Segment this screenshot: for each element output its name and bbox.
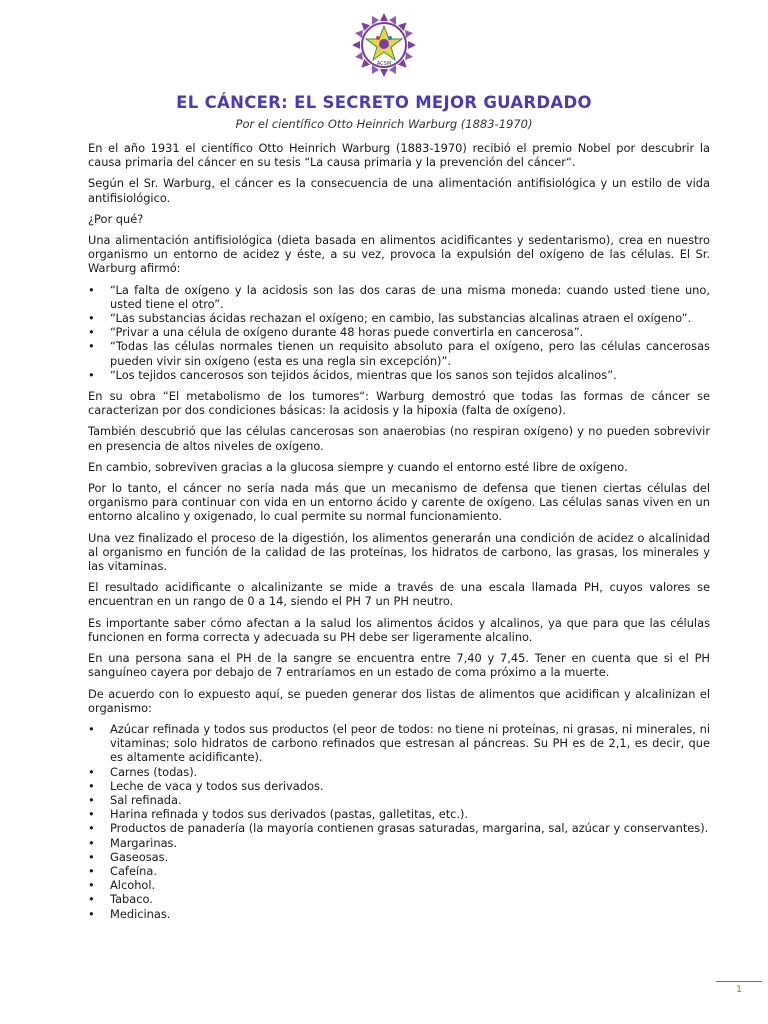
list-item: • Sal refinada. xyxy=(88,793,710,807)
paragraph: Una vez finalizado el proceso de la digestión, los alimentos generarán una condición de acidez o alcalinidad al organismo en función de la calidad de las proteínas, los hidratos de carbono, las grasas, los minerales y las vitaminas. xyxy=(88,530,710,574)
paragraph: De acuerdo con lo expuesto aquí, se pueden generar dos listas de alimentos que acidifican y alcalinizan el organismo: xyxy=(88,686,710,715)
document-body xyxy=(88,141,710,928)
list-item: • Carnes (todas). xyxy=(88,765,710,779)
list-item: • “Los tejidos cancerosos son tejidos ácidos, mientras que los sanos son tejidos alcalinos”. xyxy=(88,368,710,382)
list-item: • “La falta de oxígeno y la acidosis son las dos caras de una misma moneda: cuando usted tiene uno, usted tiene el otro”. xyxy=(88,283,710,311)
logo-caption: ACSM xyxy=(376,61,392,67)
document-subtitle: Por el científico Otto Heinrich Warburg (1883-1970) xyxy=(235,117,533,131)
list-item: • Harina refinada y todos sus derivados (pastas, galletitas, etc.). xyxy=(88,807,710,821)
paragraph: El resultado acidificante o alcalinizante se mide a través de una escala llamada PH, cuyos valores se encuentran en un rango de 0 a 14, siendo el PH 7 un PH neutro. xyxy=(88,580,710,609)
list-item: • Productos de panadería (la mayoría contienen grasas saturadas, margarina, sal, azúcar y conservantes). xyxy=(88,821,710,835)
list-item: • “Las substancias ácidas rechazan el oxígeno; en cambio, las substancias alcalinas atraen el oxígeno”. xyxy=(88,311,710,325)
paragraph: En el año 1931 el científico Otto Heinrich Warburg (1883-1970) recibió el premio Nobel por descubrir la causa primaria del cáncer en su tesis “La causa primaria y la prevención del cáncer“. xyxy=(88,141,710,170)
list-item: • Medicinas. xyxy=(88,907,710,921)
page-number: 1 xyxy=(736,985,742,995)
list-item: • Gaseosas. xyxy=(88,850,710,864)
organization-logo xyxy=(351,12,417,78)
paragraph: Según el Sr. Warburg, el cáncer es la consecuencia de una alimentación antifisiológica y un estilo de vida antifisiológico. xyxy=(88,176,710,205)
list-item: • Alcohol. xyxy=(88,878,710,892)
paragraph: Por lo tanto, el cáncer no sería nada más que un mecanismo de defensa que tienen ciertas células del organismo para continuar con vida en un entorno ácido y carente de oxígeno. Las células sanas viven en un entorno alcalino y oxigenado, lo cual permite su normal funcionamiento. xyxy=(88,481,710,524)
paragraph: ¿Por qué? xyxy=(88,211,144,226)
list-item: • Cafeína. xyxy=(88,864,710,878)
list-item: • Margarinas. xyxy=(88,836,710,850)
paragraph: También descubrió que las células cancerosas son anaerobias (no respiran oxígeno) y no pueden sobrevivir en presencia de altos niveles de oxígeno. xyxy=(88,424,710,453)
acidifying-foods-list xyxy=(88,722,710,921)
list-item: • “Privar a una célula de oxígeno durante 48 horas puede convertirla en cancerosa”. xyxy=(88,325,710,339)
list-item: • Azúcar refinada y todos sus productos (el peor de todos: no tiene ni proteínas, ni grasas, ni minerales, ni vitaminas; solo hidratos de carbono refinados que estresan al páncreas. Su PH es de 2,1, es decir, que es altamente acidificante). xyxy=(88,722,710,765)
list-item: • “Todas las células normales tienen un requisito absoluto para el oxígeno, pero las células cancerosas pueden vivir sin oxígeno (esta es una regla sin excepción)”. xyxy=(88,339,710,367)
warburg-quotes-list xyxy=(88,283,710,382)
list-item: • Leche de vaca y todos sus derivados. xyxy=(88,779,710,793)
paragraph: En su obra “El metabolismo de los tumores“: Warburg demostró que todas las formas de cáncer se caracterizan por dos condiciones básicas: la acidosis y la hipoxia (falta de oxígeno). xyxy=(88,389,710,418)
paragraph: Es importante saber cómo afectan a la salud los alimentos ácidos y alcalinos, ya que para que las células funcionen en forma correcta y adecuada su PH debe ser ligeramente alcalino. xyxy=(88,615,710,644)
paragraph: En cambio, sobreviven gracias a la glucosa siempre y cuando el entorno esté libre de oxígeno. xyxy=(88,459,628,474)
list-item: • Tabaco. xyxy=(88,892,710,906)
document-title: EL CÁNCER: EL SECRETO MEJOR GUARDADO xyxy=(176,93,592,112)
paragraph: En una persona sana el PH de la sangre se encuentra entre 7,40 y 7,45. Tener en cuenta que si el PH sanguíneo cayera por debajo de 7 entraríamos en un estado de coma próximo a la muerte. xyxy=(88,651,710,680)
footer-divider xyxy=(716,981,762,982)
paragraph: Una alimentación antifisiológica (dieta basada en alimentos acidificantes y sedentarismo), crea en nuestro organismo un entorno de acidez y éste, a su vez, provoca la expulsión del oxígeno de las células. El Sr. Warburg afirmó: xyxy=(88,233,710,276)
